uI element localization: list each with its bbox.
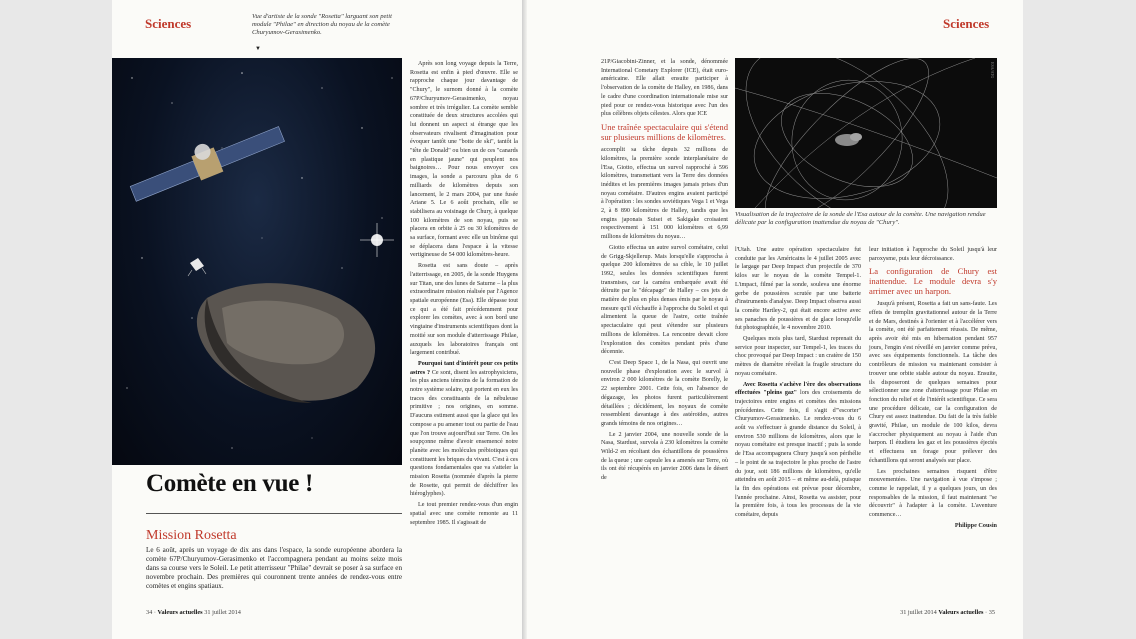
magazine-name: Valeurs actuelles [157, 609, 203, 616]
paragraph: C'est Deep Space 1, de la Nasa, qui ouvrit une nouvelle phase d'exploration avec le survol à environ 2 000 kilomètres de la comète Borelly, le 22 septembre 2001. Cette fois, en l'absence de dégazage, les photos furent particulièrement détaillées ; décidément, les noyaux de comète ressemblent davantage à des astéroïdes, autres grands témoins de nos origines… [601, 359, 728, 427]
bright-star-icon [360, 223, 394, 257]
paragraph: 21P/Giacobini-Zinner, et la sonde, dénommée International Cometary Explorer (ICE), était euro-américaine. Elle allait ensuite participer à l'observation de la comète de Halley, en 1986, dans le cadre d'une coordination internationale mise sur pied pour ce rendez-vous historique avec l'un des plus célèbres objets célestes. Alors que ICE [601, 59, 728, 118]
article-column-2 [601, 58, 728, 485]
paragraph: Quelques mois plus tard, Stardust reprenait du service pour inspecter, sur Tempel-1, les traces du choc provoqué par Deep Impact : un cratère de 150 mètres de diamètre révélait la fragile structure du noyau cométaire. [735, 336, 861, 377]
article-headline: Comète en vue ! [146, 470, 313, 497]
paragraph: Ce sont, disent les astrophysiciens, les plus anciens témoins de la formation de notre système solaire, qui portent en eux les traces des constituants de la nébuleuse primitive ; nos origines, en somme. D'aucuns estiment aussi que la glace qui les compose a pu amener tout ou partie de l'eau que l'on trouve aujourd'hui sur Terre. On les soupçonne même d'avoir ensemencé notre planète avec les molécules prébiotiques qui constituent les briques du vivant. C'est à ces questions fondamentales que va s'atteler la mission Rosetta (nommée d'après la pierre de Rosette, qui permit de déchiffrer les hiéroglyphes). [410, 369, 518, 498]
left-page [112, 0, 522, 639]
section-label: Sciences [943, 16, 990, 31]
issue-date: 31 juillet 2014 [204, 609, 241, 616]
photo-credit: ESA/ATG [990, 62, 995, 79]
article-subhead: Mission Rosetta [146, 528, 237, 543]
photo-caption: Vue d'artiste de la sonde "Rosetta" larguant son petit module "Philae" en direction du noyau de la comète Churyumov-Gerasimenko. [252, 13, 392, 37]
page-number: · 35 [985, 609, 995, 616]
paragraph: Le tout premier rendez-vous d'un engin spatial avec une comète remonte au 11 septembre 1985. Il s'agissait de [410, 502, 518, 526]
inline-subhead: Pourquoi tant d'intérêt pour ces petits astres ? [410, 360, 518, 376]
right-page [527, 0, 1023, 639]
orbit-diagram [735, 58, 997, 208]
article-lead: Le 6 août, après un voyage de dix ans dans l'espace, la sonde européenne abordera la comète 67P/Churyumov-Gerasimenko et l'accompagnera pendant au moins seize mois dans sa course vers le Soleil. Le petit atterrisseur "Philae" devrait se poser à sa surface en novembre prochain. Des premières qui couronnent trente années de rendez-vous entre comètes et engins spatiaux. [146, 546, 402, 590]
philae-lander-icon [188, 258, 206, 276]
paragraph: Les prochaines semaines risquent d'être mouvementées. Une navigation à vue s'impose ; comme le rappelait, il y a quelques jours, un des responsables de la mission, il faut maintenant "se découvrir" à l'adapter à la comète. L'aventure commence… [869, 468, 997, 519]
comet-nucleus-icon [197, 283, 375, 403]
paragraph: accomplit sa tâche depuis 32 millions de kilomètres, la première sonde interplanétaire de l'Esa, Giotto, effectua un survol rapproché à 596 kilomètres, transmettant vers la Terre des données inédites et les premières images jamais prises d'un noyau cométaire. D'autres engins avaient participé à l'opération : les sondes soviétiques Vega 1 et Vega 2, à 8 890 kilomètres de Halley, tandis que les engins japonais Suisei et Sakigake croisaient respectivement à 151 000 kilomètres et 6,99 millions de kilomètres du noyau… [601, 147, 728, 241]
trajectory-visualization [735, 58, 997, 208]
paragraph: Après son long voyage depuis la Terre, Rosetta est enfin à pied d'œuvre. Elle se rapproche chaque jour davantage de "Chury", le surnom donné à la comète 67P/Churyumov-Gerasimenko, noyau sombre et très irrégulier. La comète semble constituée de deux structures accolées qui lui donnent un aspect si étrange que les observateurs rivalisent d'imagination pour évoquer tantôt une "botte de ski", tantôt la "tête de Donald" ou bien un de ces "canards en plastique jaune" qui peuplent nos baignoires… Pour nous envoyer ces images, la sonde a parcouru plus de 6 milliards de kilomètres depuis son lancement, le 2 mars 2004, par une fusée Ariane 5. Le 6 août prochain, elle se stabilisera au voisinage de Chury, à quelque 100 kilomètres de son noyau, puis se placera en orbite à 25 ou 30 kilomètres de sa surface, formant avec elle un binôme qui se déplacera dans l'espace à la vitesse vertigineuse de 54 000 kilomètres-heure. [410, 61, 518, 259]
page-number: 34 · [146, 609, 156, 616]
comet-nucleus-icon [835, 133, 862, 146]
rosetta-probe-icon [125, 114, 286, 205]
article-column-1 [410, 60, 518, 529]
inline-subhead: Avec Rosetta s'achève l'ère des observations effectuées "pleins gaz" [735, 381, 861, 397]
article-column-4 [869, 246, 997, 530]
rosetta-artwork [112, 58, 402, 465]
paragraph: leur initiation à l'approche du Soleil jusqu'à leur paroxysme, puis leur décroissance. [869, 247, 997, 262]
magazine-name: Valeurs actuelles [938, 609, 984, 616]
author-signature: Philippe Cousin [954, 521, 997, 529]
paragraph: Rosetta est sans doute – après l'atterrissage, en 2005, de la sonde Huygens sur Titan, une des lunes de Saturne – la plus extraordinaire mission réalisée par l'Agence spatiale européenne (Esa). Elle dépasse tout ce qui a été fait précédemment pour explorer les comètes, avec à son bord une vingtaine d'instruments scientifiques dont la moitié sur son module d'atterrissage Philae, auxquels les laboratoires français ont largement contribué. [410, 263, 518, 357]
caption-marker-icon: ▼ [255, 46, 261, 52]
paragraph: l'Utah. Une autre opération spectaculaire fut conduite par les Américains le 4 juillet 2005 avec le largage par Deep Impact d'un projectile de 370 kilos sur le noyau de la comète Tempel-1. L'impact, filmé par la sonde, souleva une énorme gerbe de poussières scrutée par une batterie d'instruments d'analyse. Deep Impact observa aussi la comète Hartley-2, qui était encore active avec ses panaches de poussières et de glace lorsqu'elle fut photographiée, le 4 novembre 2010. [735, 247, 861, 332]
folio-right [900, 609, 995, 616]
pull-quote: Une traînée spectaculaire qui s'étend sur plusieurs millions de kilomètres. [601, 121, 728, 142]
space-illustration [112, 58, 402, 465]
paragraph: Giotto effectua un autre survol cométaire, celui de Grigg-Skjellerup. Mais lorsqu'elle s'approcha à quelque 200 kilomètres de sa cible, le 10 juillet 1992, seules les données scientifiques furent transmises, car la caméra embarquée avait été détruite par le "décapage" de Halley – ces jets de matière de plus en plus denses émis par le noyau à mesure qu'il s'échauffe à l'approche du Soleil et qui alimentent la queue de l'astre, cette traînée spectaculaire qui peut s'étendre sur plusieurs millions de kilomètres. La rencontre devait clore l'exploration des comètes pendant près d'une décennie. [601, 244, 728, 356]
pull-quote: La configuration de Chury est inattendue. Le module devra s'y arrimer avec un harpon. [869, 266, 997, 296]
divider [146, 513, 402, 514]
article-column-3 [735, 246, 861, 522]
paragraph: lors des croisements de trajectoires entre engins et comètes des missions précédentes. Cette fois, il s'agit d'"escorter" Churyumov-Gerasimenko. Le rendez-vous du 6 août va s'effectuer à grande distance du Soleil, à environ 530 millions de kilomètres, alors que le noyau cométaire est presque inactif ; puis la sonde de l'Esa accompagnera Chury jusqu'à son périhélie – le point de sa trajectoire le plus proche de l'astre du jour, soit 186 millions de kilomètres, qu'elle atteindra en août 2015 – et même au-delà, puisque la fin des opérations est prévue pour décembre, l'année prochaine. Ainsi, Rosetta va assister, pour la première fois, à tous les processus de la vie cométaire, depuis [735, 390, 861, 519]
paragraph: Le 2 janvier 2004, une nouvelle sonde de la Nasa, Stardust, survola à 230 kilomètres la comète Wild-2 en récoltant des échantillons de poussières de la queue ; une capsule les a amenés sur Terre, où ils ont été récupérés en janvier 2006 dans le désert de [601, 431, 728, 482]
folio-left [146, 609, 241, 616]
section-label: Sciences [145, 16, 192, 31]
issue-date: 31 juillet 2014 [900, 609, 937, 616]
photo-caption: Visualisation de la trajectoire de la sonde de l'Esa autour de la comète. Une navigation rendue délicate par la configuration inattendue du noyau de "Chury". [735, 211, 986, 227]
paragraph: Jusqu'à présent, Rosetta a fait un sans-faute. Les effets de tremplin gravitationnel autour de la Terre et de Mars, destinés à l'orienter et à l'accélérer vers la comète, ont été parfaitement réussis. De même, après avoir été mis en hibernation pendant 957 jours, l'engin s'est réveillé en janvier comme prévu, avec ses équipements fonctionnels. La tâche des contrôleurs de mission va maintenant consister à trouver une orbite stable autour du noyau. Ensuite, ils disposeront de quelques semaines pour sélectionner une zone d'atterrissage pour Philae en fonction du relief et de l'intérêt scientifique. Ce sera une procédure délicate, car la configuration de Chury est assez inattendue. Du fait de la très faible gravité, Philae, un module de 100 kilos, devra s'accrocher physiquement au noyau à l'aide d'un harpon. Il étudiera les gaz et les poussières éjectés et effectuera un forage pour prélever des échantillons qui seront analysés sur place. [869, 301, 997, 464]
